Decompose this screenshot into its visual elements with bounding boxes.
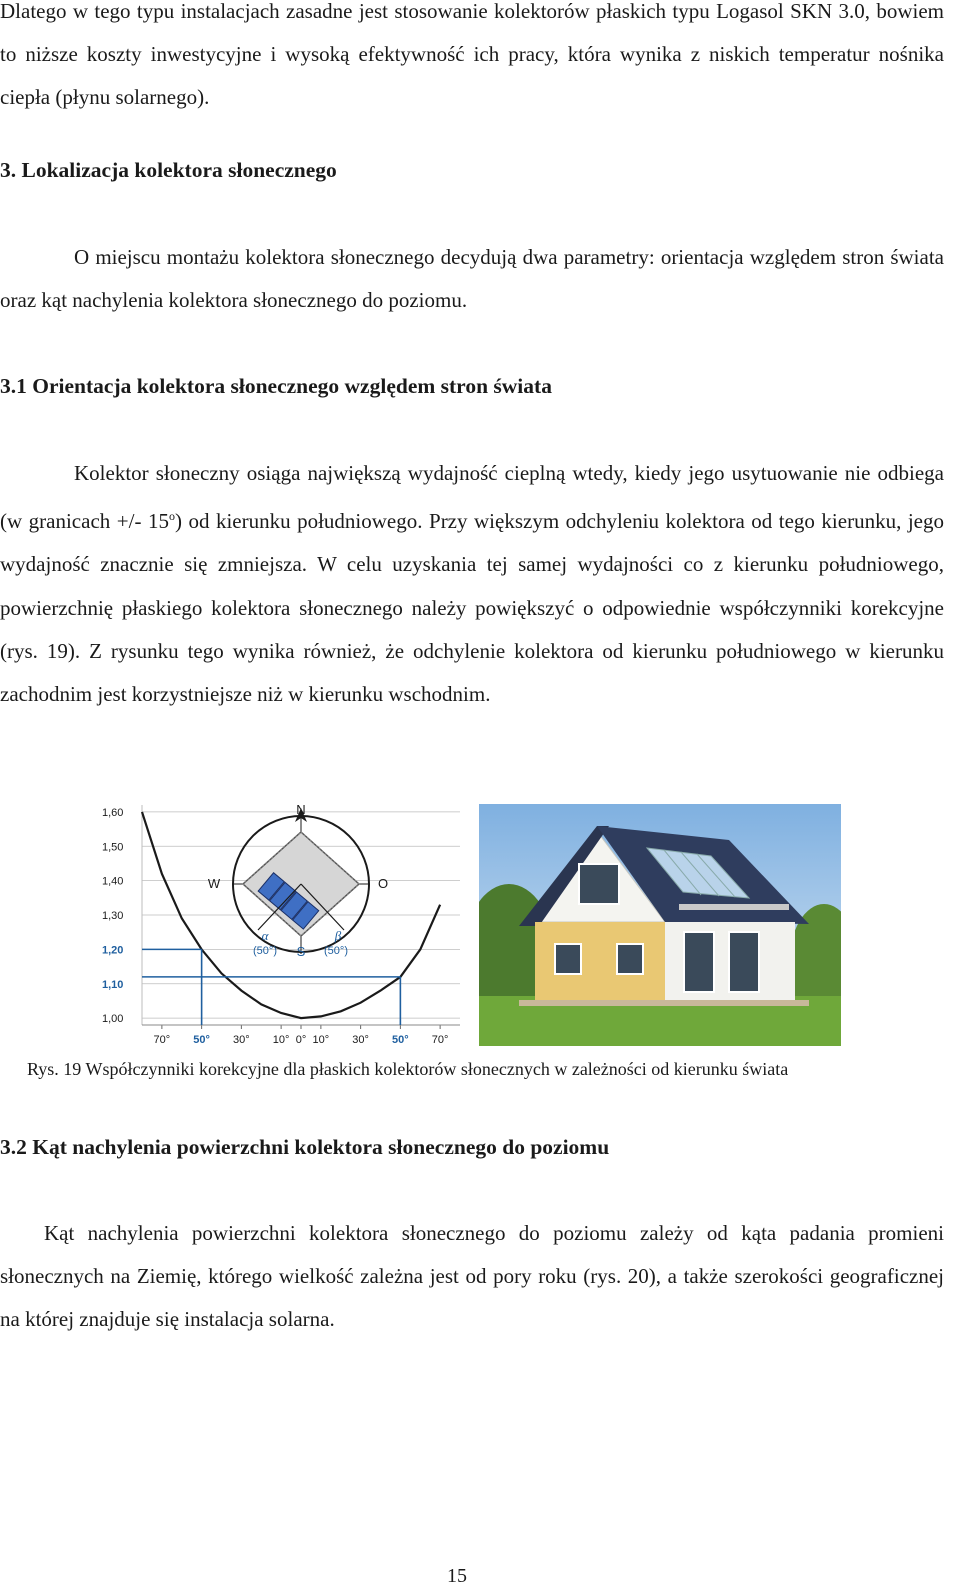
page-number: 15 [447,1565,467,1587]
figure-caption: Rys. 19 Współczynniki korekcyjne dla płaskich kolektorów słonecznych w zależności od kierunku świata [27,1059,789,1079]
correction-factor-chart [100,800,465,1050]
x-tick-label: 10° [272,1034,290,1046]
balcony [679,904,789,910]
y-tick-label: 1,20 [102,944,124,957]
label-beta-value: (50°) [324,945,348,957]
intro-paragraph: Dlatego w tego typu instalacjach zasadne jest stosowanie kolektorów płaskich typu Logasol SKN 3.0, bowiem to niższe koszty inwestycyjne i wysoką efektywność ich pracy, która wynika z niskich temperatur nośnika ciepła (płynu solarnego). [0,0,944,110]
label-alpha: α [261,928,269,943]
chart-markers [142,949,400,1025]
y-tick-label: 1,40 [102,875,124,888]
label-east: O [377,876,389,891]
x-tick-label: 70° [153,1034,171,1046]
x-tick-label: 10° [312,1034,330,1046]
terrace [519,1000,809,1006]
label-beta: β [334,928,342,943]
x-tick-label: 30° [233,1034,250,1046]
ground-window-1 [555,944,581,974]
house-photo [479,804,841,1046]
orientation-text-a: Kolektor słoneczny osiąga największą wydajność cieplną wtedy, kiedy jego usytuowanie nie odbiega (w granicach +/- 15 [0,461,944,534]
label-west: W [207,876,221,891]
orientation-paragraph [0,452,944,716]
orientation-text-b: ) od kierunku południowego. Przy większym odchyleniu kolektora od tego kierunku, jego wydajność znacznie się zmniejsza. W celu uzyskania tej samej wydajności co z kierunku południowego, powierzchnię płaskiego kolektora słonecznego należy powiększyć o odpowiednie współczynniki korekcyjne (rys. 19). Z rysunku tego wynika również, że odchylenie kolektora od kierunku południowego w kierunku zachodnim jest korzystniejsze niż w kierunku wschodnim. [0,509,944,707]
y-tick-label: 1,10 [102,978,124,991]
ground-window-2 [617,944,643,974]
y-tick-label: 1,00 [102,1013,124,1026]
label-south: S [296,944,306,959]
section-heading-3-2: 3.2 Kąt nachylenia powierzchni kolektora słonecznego do poziomu [0,1135,610,1159]
terrace-door-2 [729,932,759,992]
y-tick-label: 1,30 [102,910,124,922]
y-tick-label: 1,60 [102,806,124,819]
section-heading-3-1: 3.1 Orientacja kolektora słonecznego względem stron świata [0,374,552,398]
label-north: N [296,802,306,817]
location-paragraph: O miejscu montażu kolektora słonecznego decydują dwa parametry: orientacja względem stron świata oraz kąt nachylenia kolektora słonecznego do poziomu. [0,245,944,313]
gable-window [579,864,619,904]
tilt-paragraph: Kąt nachylenia powierzchni kolektora słonecznego do poziomu zależy od kąta padania promieni słonecznych na Ziemię, którego wielkość zależna jest od pory roku (rys. 20), a także szerokości geograficznej na której znajduje się instalacja solarna. [0,1221,944,1332]
x-tick-label: 50° [392,1034,409,1046]
x-tick-label: 30° [352,1034,369,1046]
y-tick-label: 1,50 [102,841,124,854]
section-heading-3: 3. Lokalizacja kolektora słonecznego [0,158,337,182]
x-tick-label: 0° [295,1034,307,1046]
terrace-door-1 [684,932,714,992]
x-tick-label: 50° [193,1034,210,1046]
label-alpha-value: (50°) [253,945,277,957]
x-tick-label: 70° [431,1034,449,1046]
degree-superscript: o [168,509,175,524]
